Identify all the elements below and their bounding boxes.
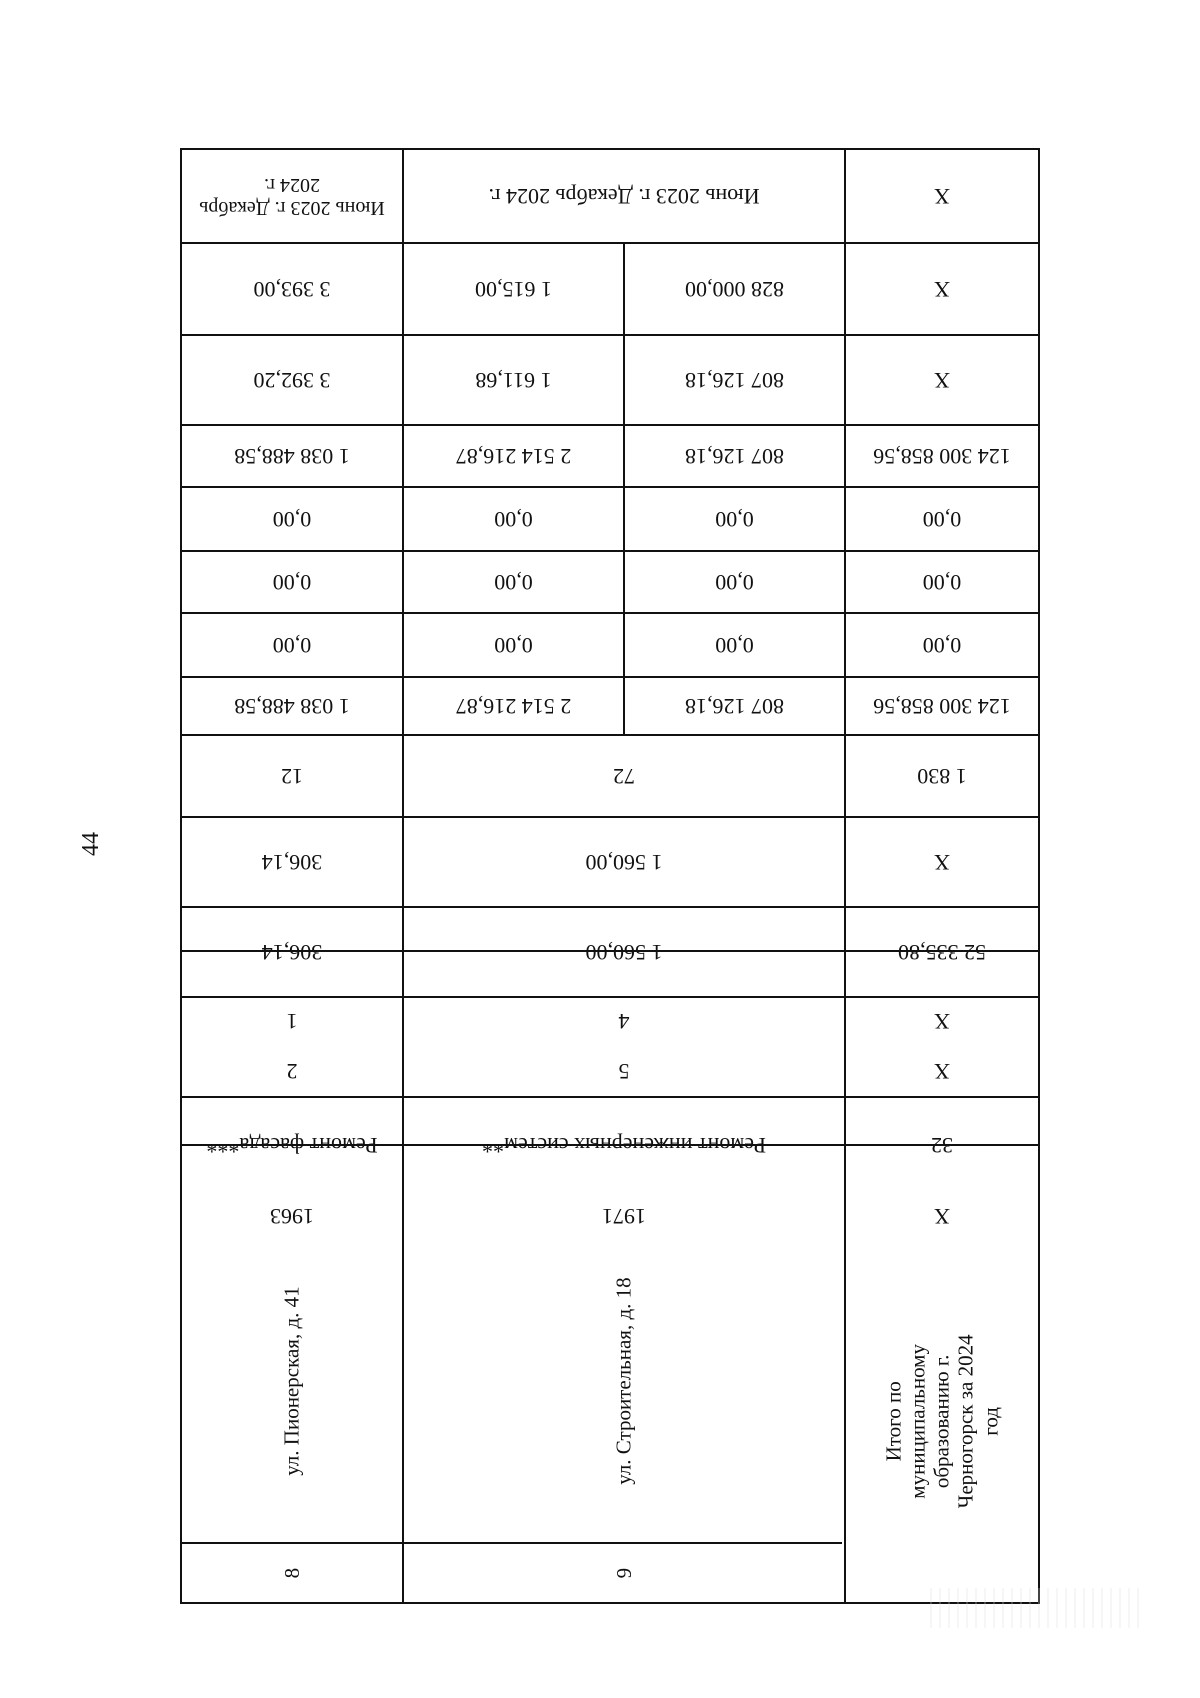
row-14-narrow: 1963 bbox=[270, 1203, 314, 1229]
address-wide-cell bbox=[404, 1240, 844, 1542]
scan-artifact bbox=[930, 1588, 1145, 1628]
row-4-total: 0,00 bbox=[922, 506, 962, 532]
row-2-c2: 1 611,68 bbox=[475, 367, 552, 393]
row-14-total: X bbox=[934, 1203, 950, 1229]
row-1-c1: 828 000,00 bbox=[685, 276, 784, 302]
row-14-wide: 1971 bbox=[602, 1203, 646, 1229]
address-wide: ул. Строительная, д. 18 bbox=[611, 1277, 636, 1485]
total-label: Итого по муниципальному образованию г. Черногорск за 2024 год bbox=[881, 1334, 1003, 1508]
row-5-total: 0,00 bbox=[922, 569, 962, 595]
row-2-c1: 807 126,18 bbox=[685, 367, 784, 393]
total-label-cell bbox=[846, 1240, 1038, 1602]
row-6-c1: 0,00 bbox=[715, 632, 754, 658]
row-13-wide: Ремонт инженерных систем** bbox=[482, 1132, 766, 1158]
row-4-c1: 0,00 bbox=[715, 506, 754, 532]
row-9-narrow: 306,14 bbox=[261, 849, 323, 875]
header-total: X bbox=[934, 183, 950, 209]
row-10-wide: 1 560,00 bbox=[585, 939, 663, 965]
row-8-total: 1 830 bbox=[917, 763, 967, 789]
row-12-wide: 5 bbox=[618, 1058, 630, 1084]
row-11-wide: 4 bbox=[618, 1008, 630, 1034]
row-1-total: X bbox=[934, 276, 950, 302]
row-5-c3: 0,00 bbox=[272, 569, 312, 595]
row-10-total: 52 335,80 bbox=[898, 939, 986, 965]
row-4-c3: 0,00 bbox=[272, 506, 312, 532]
row-6-total: 0,00 bbox=[922, 632, 962, 658]
row-12-narrow: 2 bbox=[286, 1058, 298, 1084]
row-3-c3: 1 038 488,58 bbox=[234, 443, 350, 469]
row-8-narrow: 12 bbox=[281, 763, 303, 789]
header-period-narrow: Июнь 2023 г. Декабрь 2024 г. bbox=[199, 174, 385, 219]
address-narrow-cell bbox=[182, 1240, 402, 1542]
row-1-c3: 3 393,00 bbox=[253, 276, 331, 302]
row-1-c2: 1 615,00 bbox=[475, 276, 552, 302]
row-2-c3: 3 392,20 bbox=[253, 367, 331, 393]
row-7-c2: 2 514 216,87 bbox=[455, 693, 572, 719]
row-8-wide: 72 bbox=[613, 763, 635, 789]
row-number-narrow-cell bbox=[182, 1544, 402, 1602]
row-10-narrow: 306,14 bbox=[261, 939, 323, 965]
rotated-table bbox=[180, 148, 1040, 1604]
row-number-wide-cell bbox=[404, 1544, 844, 1602]
row-2-total: X bbox=[934, 367, 950, 393]
row-5-c2: 0,00 bbox=[494, 569, 533, 595]
row-4-c2: 0,00 bbox=[494, 506, 533, 532]
address-narrow: ул. Пионерская, д. 41 bbox=[279, 1286, 304, 1476]
page-number: 44 bbox=[78, 832, 104, 856]
row-9-total: X bbox=[934, 849, 950, 875]
row-number-wide: 9 bbox=[611, 1567, 636, 1579]
row-3-c1: 807 126,18 bbox=[685, 443, 784, 469]
row-5-c1: 0,00 bbox=[715, 569, 754, 595]
row-13-total: 32 bbox=[931, 1132, 953, 1158]
row-7-total: 124 300 858,56 bbox=[873, 693, 1011, 719]
row-12-total: X bbox=[934, 1058, 950, 1084]
row-6-c3: 0,00 bbox=[272, 632, 312, 658]
row-11-total: X bbox=[934, 1008, 950, 1034]
row-6-c2: 0,00 bbox=[494, 632, 533, 658]
row-11-narrow: 1 bbox=[286, 1008, 298, 1034]
row-7-c1: 807 126,18 bbox=[685, 693, 784, 719]
row-13-narrow: Ремонт фасада*** bbox=[206, 1132, 378, 1158]
row-3-total: 124 300 858,56 bbox=[873, 443, 1011, 469]
row-number-narrow: 8 bbox=[279, 1567, 304, 1579]
row-7-c3: 1 038 488,58 bbox=[234, 693, 350, 719]
header-period-wide: Июнь 2023 г. Декабрь 2024 г. bbox=[488, 183, 760, 209]
row-9-wide: 1 560,00 bbox=[585, 849, 663, 875]
row-3-c2: 2 514 216,87 bbox=[455, 443, 572, 469]
